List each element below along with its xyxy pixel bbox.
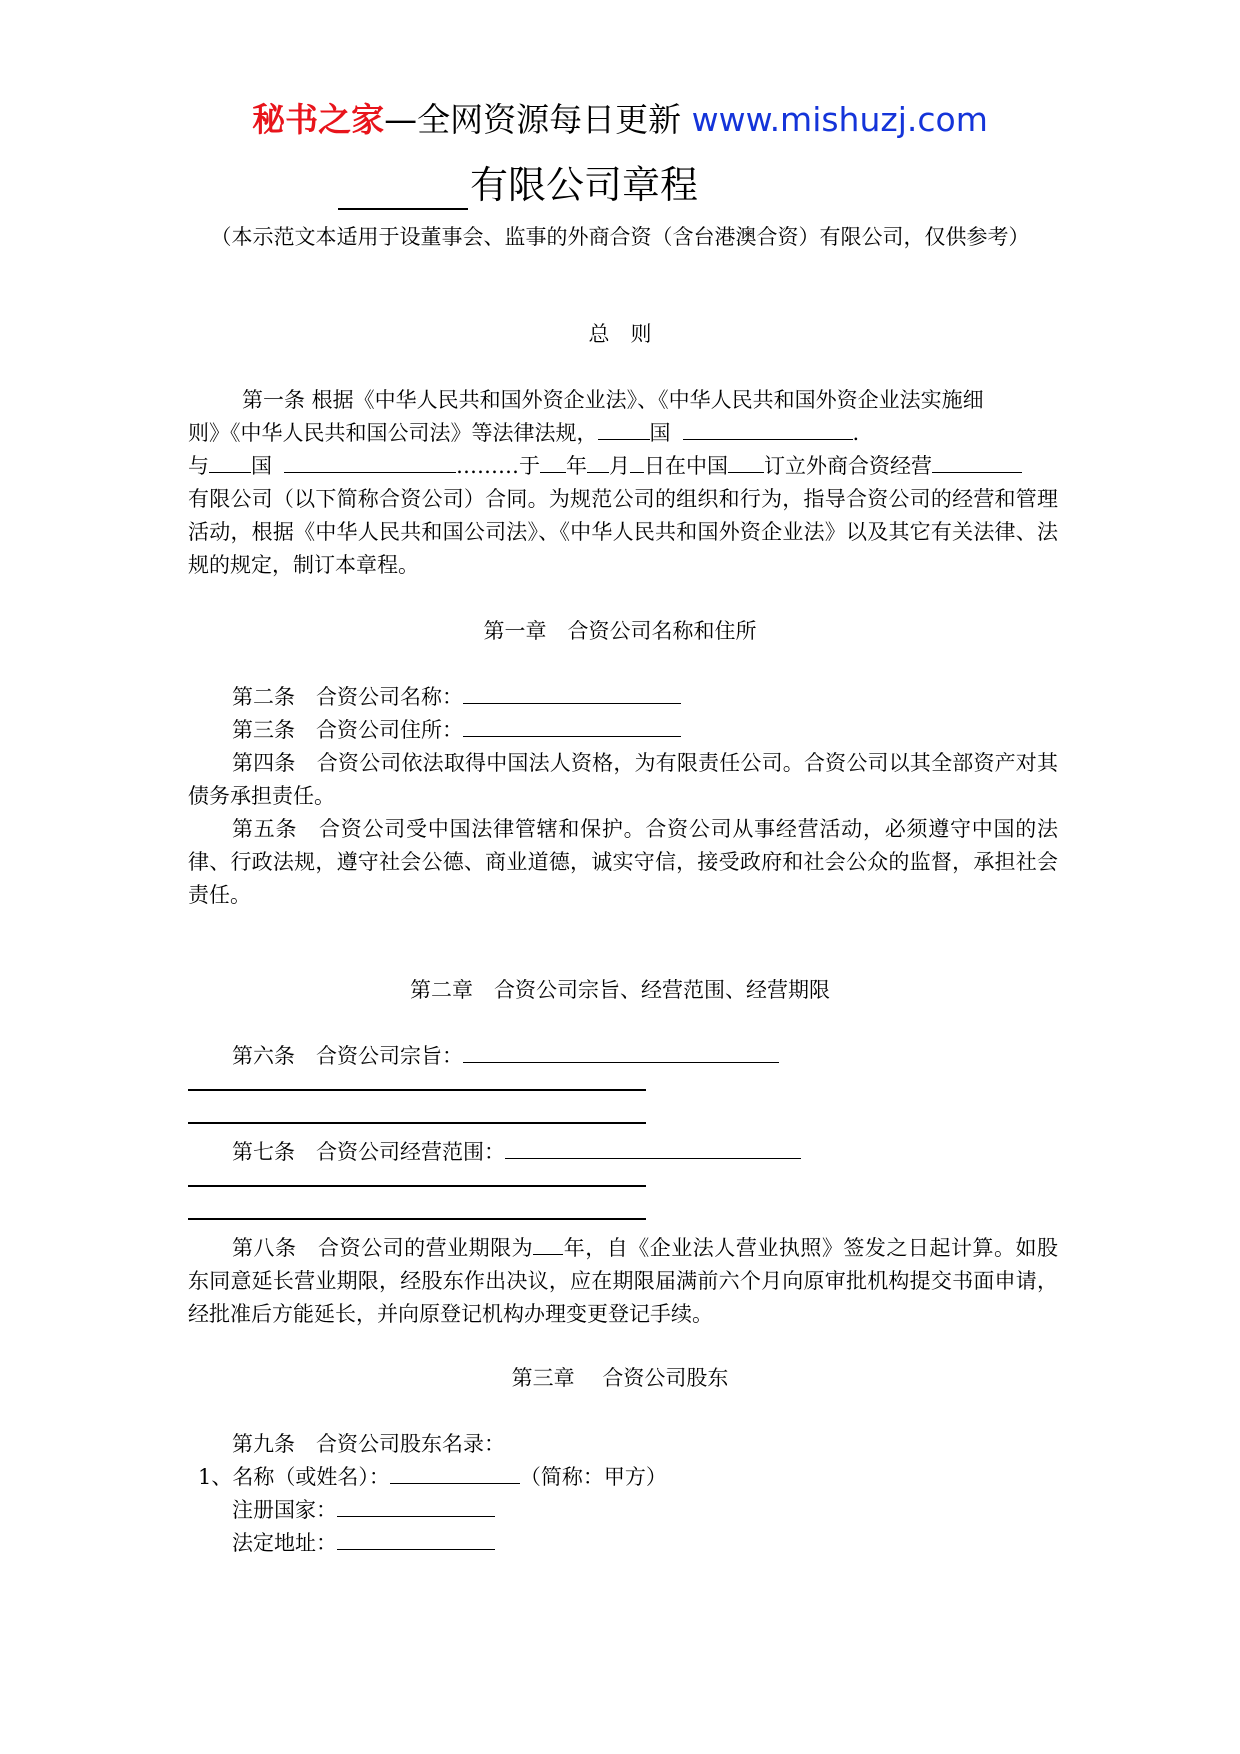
blank-company-address (463, 714, 681, 737)
art1-line1: 第一条 根据《中华人民共和国外资企业法》、《中华人民共和国外资企业法实施细 (242, 388, 984, 412)
art1-line3-d: 年 (566, 454, 587, 478)
blank-line (188, 1122, 646, 1124)
blank-country (337, 1494, 495, 1517)
shareholder-1-country (232, 1494, 495, 1527)
art1-line2-b: 国 (649, 421, 671, 445)
blank-line (188, 1185, 646, 1187)
art6-text: 第六条 合资公司宗旨： (232, 1044, 463, 1068)
blank-purpose (463, 1040, 779, 1063)
art1-line3-a: 与 (188, 454, 209, 478)
blank-party-b (284, 450, 456, 473)
blank-address (337, 1527, 495, 1550)
art9: 第九条 合资公司股东名录： (232, 1432, 505, 1456)
art1-line3-g: 订立外商合资经营 (764, 454, 932, 478)
art3-text: 第三条 合资公司住所： (232, 718, 463, 742)
art1-line3-c: ………于 (456, 454, 540, 478)
art2-text: 第二条 合资公司名称： (232, 685, 463, 709)
blank-place (728, 450, 764, 473)
chapter3-heading: 第三章 合资公司股东 (511, 1366, 729, 1390)
blank-line (188, 1218, 646, 1220)
blank-term-years (533, 1232, 563, 1255)
document-subtitle: （本示范文本适用于设董事会、监事的外商合资（含台港澳合资）有限公司，仅供参考） (210, 225, 1030, 249)
art1-rest: 有限公司（以下简称合资公司）合同。为规范公司的组织和行为，指导合资公司的经营和管理活动，根据《中华人民共和国公司法》、《中华人民共和国外资企业法》以及其它有关法律、法规的规定，制订本章程。 (188, 487, 1058, 577)
art7-text: 第七条 合资公司经营范围： (232, 1140, 505, 1164)
art7 (232, 1136, 801, 1169)
blank-month (587, 450, 609, 473)
general-heading: 总 则 (588, 322, 652, 346)
banner-url[interactable]: www.mishuzj.com (691, 100, 988, 139)
shareholder-1-name (198, 1461, 667, 1494)
art1-line2 (188, 417, 859, 450)
document-title (338, 160, 698, 210)
blank-country-b (209, 450, 251, 473)
blank-scope (505, 1136, 801, 1159)
blank-line (188, 1089, 646, 1091)
blank-year (540, 450, 566, 473)
title-text: 有限公司章程 (470, 163, 699, 207)
art5: 第五条 合资公司受中国法律管辖和保护。合资公司从事经营活动，必须遵守中国的法律、行政法规，遵守社会公德、商业道德，诚实守信，接受政府和社会公众的监督，承担社会责任。 (188, 817, 1058, 907)
art8 (188, 1232, 1058, 1331)
art6 (232, 1040, 779, 1073)
art1-line3-e: 月 (609, 454, 630, 478)
blank-country-a (598, 417, 650, 440)
art1-line3-b: 国 (251, 454, 272, 478)
address-label: 法定地址： (232, 1531, 337, 1555)
banner-brand: 秘书之家 (252, 100, 385, 139)
country-label: 注册国家： (232, 1498, 337, 1522)
blank-company-name (463, 681, 681, 704)
chapter2-heading: 第二章 合资公司宗旨、经营范围、经营期限 (410, 978, 830, 1002)
art1-line3-f: 日在中国 (644, 454, 728, 478)
blank-company (932, 450, 1022, 473)
banner-tagline: —全网资源每日更新 (384, 100, 692, 139)
shareholder-1-label: 1、名称（或姓名）： (198, 1465, 390, 1489)
art1-line2-c: . (852, 421, 860, 445)
site-banner (0, 98, 1240, 142)
blank-shareholder-1-name (390, 1461, 520, 1484)
blank-day (630, 450, 644, 473)
blank-party-a (683, 417, 853, 440)
chapter1-heading: 第一章 合资公司名称和住所 (483, 619, 757, 643)
shareholder-1-address (232, 1527, 495, 1560)
art4: 第四条 合资公司依法取得中国法人资格，为有限责任公司。合资公司以其全部资产对其债务承担责任。 (188, 751, 1058, 808)
art3 (232, 714, 681, 747)
title-blank (338, 170, 468, 210)
art2 (232, 681, 681, 714)
art8-text-a: 第八条 合资公司的营业期限为 (232, 1236, 534, 1260)
art1-line2-a: 则》《中华人民共和国公司法》等法律法规， (188, 421, 598, 445)
art1-line3 (188, 450, 1022, 483)
shareholder-1-alias: （简称：甲方） (519, 1465, 667, 1489)
art8-text-b: 年，自《企业法人营业执照》签发之日起计算。如股东同意延长营业期限，经股东作出决议，应在期限届满前六个月向原审批机构提交书面申请，经批准后方能延长，并向原登记机构办理变更登记手续。 (188, 1236, 1059, 1326)
